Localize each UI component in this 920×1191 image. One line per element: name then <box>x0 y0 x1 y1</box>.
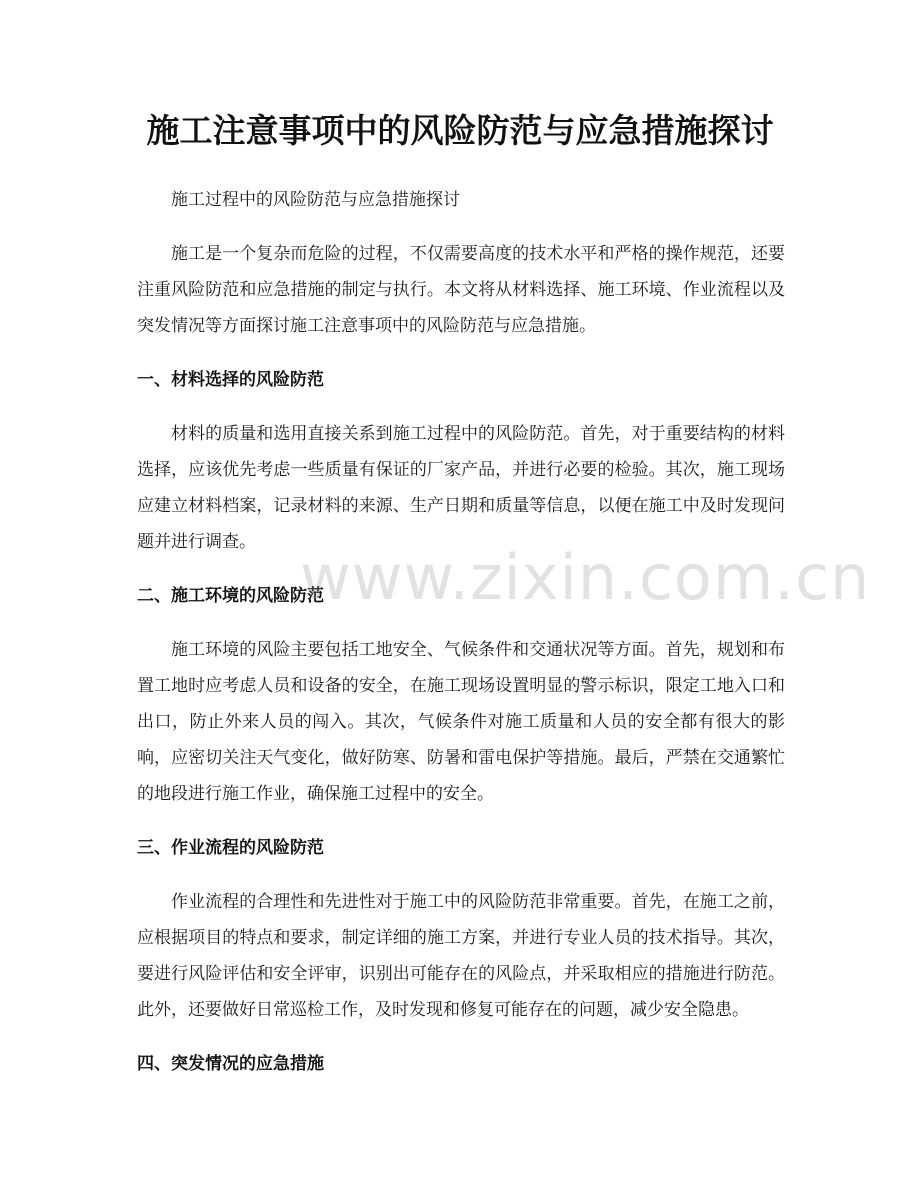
section-body-environment: 施工环境的风险主要包括工地安全、气候条件和交通状况等方面。首先，规划和布置工地时应考虑人员和设备的安全，在施工现场设置明显的警示标识，限定工地入口和出口，防止外来人员的闯入。其次，气候条件对施工质量和人员的安全都有很大的影响，应密切关注天气变化，做好防寒、防暑和雷电保护等措施。最后，严禁在交通繁忙的地段进行施工作业，确保施工过程中的安全。 <box>137 640 785 804</box>
section-heading-environment: 二、施工环境的风险防范 <box>137 586 324 606</box>
section-heading-workflow: 三、作业流程的风险防范 <box>137 838 324 858</box>
intro-paragraph: 施工是一个复杂而危险的过程，不仅需要高度的技术水平和严格的操作规范，还要注重风险防范和应急措施的制定与执行。本文将从材料选择、施工环境、作业流程以及突发情况等方面探讨施工注意事项中的风险防范与应急措施。 <box>137 244 785 336</box>
document-body <box>137 182 871 1100</box>
section-heading-emergency: 四、突发情况的应急措施 <box>137 1054 324 1074</box>
watermark: www.zixin.com.cn <box>300 541 871 614</box>
document-subtitle: 施工过程中的风险防范与应急措施探讨 <box>171 190 460 210</box>
section-body-workflow: 作业流程的合理性和先进性对于施工中的风险防范非常重要。首先，在施工之前，应根据项目的特点和要求，制定详细的施工方案，并进行专业人员的技术指导。其次，要进行风险评估和安全评审，识别出可能存在的风险点，并采取相应的措施进行防范。此外，还要做好日常巡检工作，及时发现和修复可能存在的问题，减少安全隐患。 <box>137 892 785 1020</box>
section-body-materials: 材料的质量和选用直接关系到施工过程中的风险防范。首先，对于重要结构的材料选择，应该优先考虑一些质量有保证的厂家产品，并进行必要的检验。其次，施工现场应建立材料档案，记录材料的来源、生产日期和质量等信息，以便在施工中及时发现问题并进行调查。 <box>137 424 785 552</box>
section-heading-materials: 一、材料选择的风险防范 <box>137 370 324 390</box>
page-title: 施工注意事项中的风险防范与应急措施探讨 <box>146 111 774 150</box>
